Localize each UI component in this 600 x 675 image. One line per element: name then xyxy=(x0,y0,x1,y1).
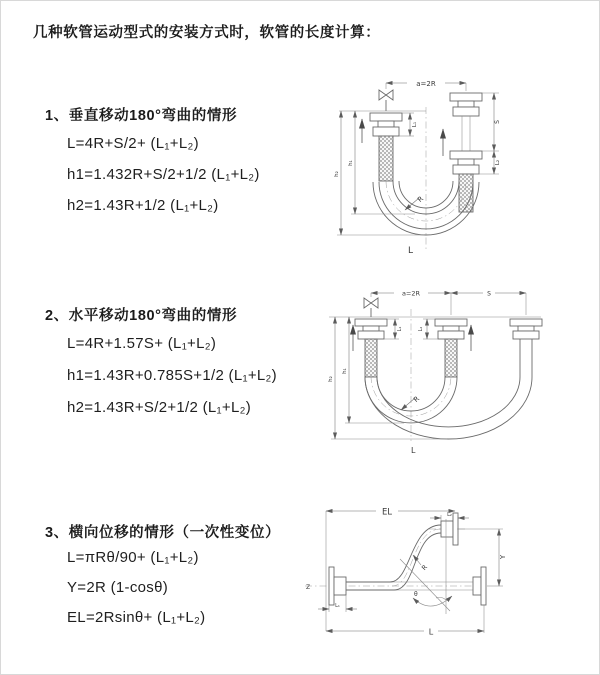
valve-icon xyxy=(379,90,393,111)
dim-L xyxy=(326,605,484,637)
dim-label-a2r: a=2R xyxy=(401,289,421,298)
section-1-formula-h2: h2=1.43R+1/2 (L₁+L₂) xyxy=(67,197,219,214)
diagram-lateral-displacement xyxy=(297,499,587,651)
dim-label-L-bottom: L xyxy=(408,246,414,256)
right-fitting xyxy=(510,319,542,377)
dim-h1-h2 xyxy=(328,317,447,439)
section-2-formula-L: L=4R+1.57S+ (L₁+L₂) xyxy=(67,335,217,352)
left-flange xyxy=(329,567,346,605)
dim-label-L2: L₂ xyxy=(418,326,424,332)
hose-curves xyxy=(365,376,532,439)
section-2-heading: 2、水平移动180°弯曲的情形 xyxy=(45,308,238,324)
dim-label-h1: h₁ xyxy=(348,160,354,166)
dim-label-R: R xyxy=(416,194,426,204)
dim-label-S: S xyxy=(494,120,501,124)
dim-label-a2r: a=2R xyxy=(416,79,436,88)
section-3-formula-L: L=πRθ/90+ (L₁+L₂) xyxy=(67,549,199,566)
bottom-right-flange xyxy=(473,567,486,605)
dim-a2r xyxy=(386,79,466,92)
section-1-formula-h1: h1=1.432R+S/2+1/2 (L₁+L₂) xyxy=(67,166,260,183)
dim-label-L-bottom: L xyxy=(411,446,416,455)
dim-label-L: L xyxy=(428,627,434,637)
dim-L1 xyxy=(318,595,357,612)
dim-label-L1: L₁ xyxy=(335,603,340,609)
section-2-formula-h2: h2=1.43R+S/2+1/2 (L₁+L₂) xyxy=(67,399,252,416)
radius-callout xyxy=(413,555,429,572)
section-1-formula-L: L=4R+S/2+ (L₁+L₂) xyxy=(67,135,199,152)
dim-label-S: S xyxy=(487,290,491,298)
left-fitting xyxy=(353,319,387,377)
dim-label-h1: h₁ xyxy=(342,368,348,374)
right-fitting-upper xyxy=(450,93,482,151)
dim-label-Y: Y xyxy=(499,554,507,560)
left-fitting xyxy=(362,113,402,181)
dim-label-L1: L₁ xyxy=(412,121,418,128)
dim-a2r-S xyxy=(371,289,526,316)
section-3-heading: 3、横向位移的情形（一次性变位） xyxy=(45,525,281,541)
valve-icon xyxy=(364,298,378,317)
axis-marker-Z: Z xyxy=(306,584,311,591)
hose-braid xyxy=(445,339,457,377)
hose-braid xyxy=(379,136,393,181)
dim-label-h2: h₂ xyxy=(328,376,334,382)
dim-EL xyxy=(326,506,455,632)
dim-label-L2: L₂ xyxy=(447,512,452,518)
dim-label-R: R xyxy=(412,394,422,404)
angle-label-theta: θ xyxy=(414,591,418,598)
section-1-heading: 1、垂直移动180°弯曲的情形 xyxy=(45,108,238,124)
middle-fitting xyxy=(435,319,471,377)
section-2-formula-h1: h1=1.43R+0.785S+1/2 (L₁+L₂) xyxy=(67,367,277,384)
dim-label-L2: L₂ xyxy=(495,159,501,166)
diagram-horizontal-180-bend xyxy=(309,281,567,459)
dim-S-L2 xyxy=(474,93,501,174)
dim-label-L1: L₁ xyxy=(397,326,403,332)
section-3-formula-EL: EL=2Rsinθ+ (L₁+L₂) xyxy=(67,609,206,626)
centerlines xyxy=(329,309,541,441)
dim-label-EL: EL xyxy=(381,507,393,518)
dim-L2 xyxy=(430,512,469,521)
page-title: 几种软管运动型式的安装方式时，软管的长度计算： xyxy=(33,25,381,41)
section-3-formula-Y: Y=2R (1-cosθ) xyxy=(67,579,169,596)
dim-label-h2: h₂ xyxy=(334,171,340,177)
diagram-vertical-180-bend xyxy=(315,71,547,267)
dim-label-R: R xyxy=(420,563,429,572)
hose-braid xyxy=(365,339,377,377)
